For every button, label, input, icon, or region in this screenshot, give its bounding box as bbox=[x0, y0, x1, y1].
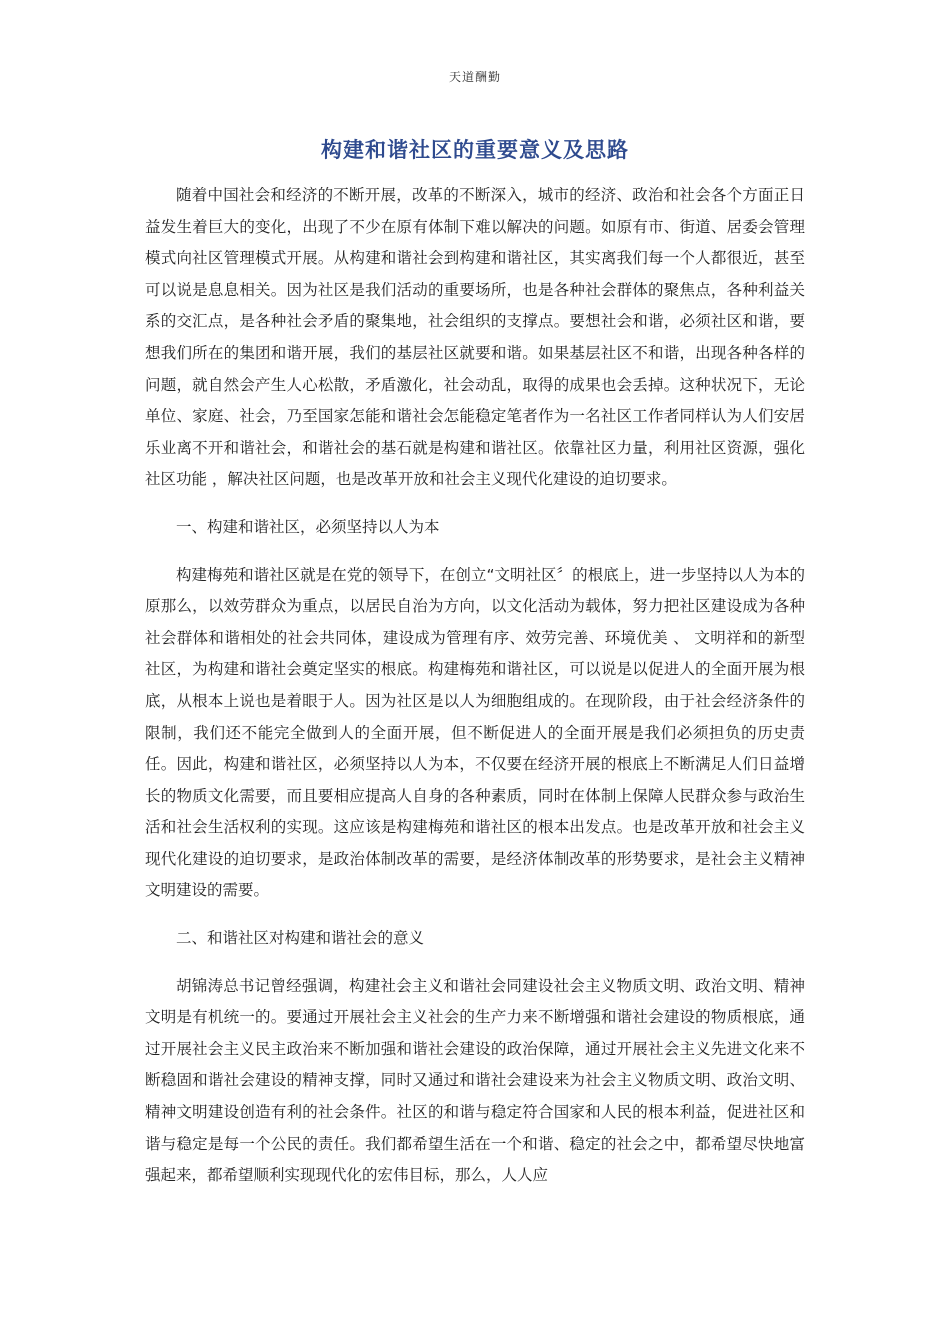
section-heading-1: 一、构建和谐社区，必须坚持以人为本 bbox=[176, 517, 440, 536]
paragraph-intro: 随着中国社会和经济的不断开展，改革的不断深入，城市的经济、政治和社会各个方面正日益发生着巨大的变化，出现了不少在原有体制下难以解决的问题。如原有市、街道、居委会管理模式向社区管理模式开展。从构建和谐社会到构建和谐社区，其实离我们每一个人都很近，甚至可以说是息息相关。因为社区是我们活动的重要场所，也是各种社会群体的聚焦点，各种利益关系的交汇点，是各种社会矛盾的聚集地，社会组织的支撑点。要想社会和谐，必须社区和谐，要想我们所在的集团和谐开展，我们的基层社区就要和谐。如果基层社区不和谐，出现各种各样的问题，就自然会产生人心松散，矛盾激化，社会动乱，取得的成果也会丢掉。这种状况下，无论单位、家庭、社会，乃至国家怎能和谐社会怎能稳定笔者作为一名社区工作者同样认为人们安居乐业离不开和谐社会，和谐社会的基石就是构建和谐社区。依靠社区力量，利用社区资源，强化社区功能 ，解决社区问题，也是改革开放和社会主义现代化建设的迫切要求。 bbox=[145, 186, 805, 489]
paragraph-section-1: 构建梅苑和谐社区就是在党的领导下，在创立“文明社区〞的根底上，进一步坚持以人为本的原那么，以效劳群众为重点，以居民自治为方向，以文化活动为载体，努力把社区建设成为各种社会群体和谐相处的社会共同体，建设成为管理有序、效劳完善、环境优美 、 文明祥和的新型社区，为构建和谐社会奠定坚实的根底。构建梅苑和谐社区，可以说是以促进人的全面开展为根底，从根本上说也是着眼于人。因为社区是以人为细胞组成的。在现阶段，由于社会经济条件的限制，我们还不能完全做到人的全面开展，但不断促进人的全面开展是我们必须担负的历史责任。因此，构建和谐社区，必须坚持以人为本，不仅要在经济开展的根底上不断满足人们日益增长的物质文化需要，而且要相应提高人自身的各种素质，同时在体制上保障人民群众参与政治生活和社会生活权利的实现。这应该是构建梅苑和谐社区的根本出发点。也是改革开放和社会主义现代化建设的迫切要求，是政治体制改革的需要，是经济体制改革的形势要求，是社会主义精神文明建设的需要。 bbox=[145, 565, 805, 900]
section-heading-2: 二、和谐社区对构建和谐社会的意义 bbox=[176, 929, 425, 948]
document-title: 构建和谐社区的重要意义及思路 bbox=[321, 138, 629, 162]
paragraph-section-2: 胡锦涛总书记曾经强调，构建社会主义和谐社会同建设社会主义物质文明、政治文明、精神文明是有机统一的。要通过开展社会主义社会的生产力来不断增强和谐社会建设的物质根底，通过开展社会主义民主政治来不断加强和谐社会建设的政治保障，通过开展社会主义先进文化来不断稳固和谐社会建设的精神支撑，同时又通过和谐社会建设来为社会主义物质文明、政治文明、精神文明建设创造有利的社会条件。社区的和谐与稳定符合国家和人民的根本利益，促进社区和谐与稳定是每一个公民的责任。我们都希望生活在一个和谐、稳定的社会之中，都希望尽快地富强起来，都希望顺利实现现代化的宏伟目标，那么，人人应 bbox=[145, 976, 805, 1185]
document-body bbox=[145, 180, 805, 1192]
page-header: 天道酬勤 bbox=[448, 70, 501, 84]
